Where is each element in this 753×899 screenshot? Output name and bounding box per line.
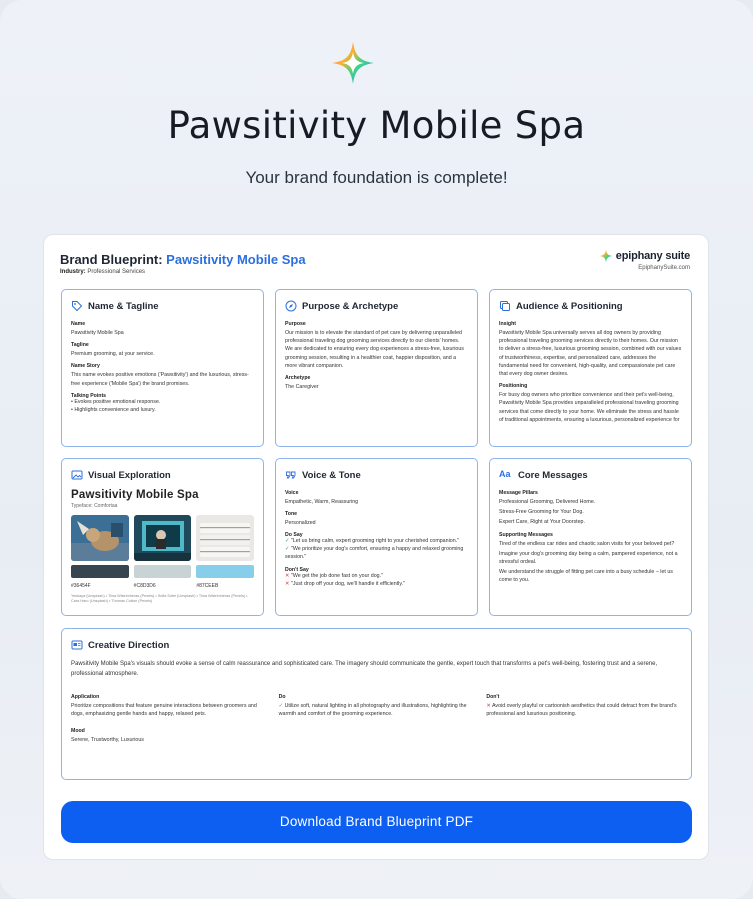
talking-point: • Highlights convenience and luxury. (71, 406, 156, 413)
voice-value: Empathetic, Warm, Reassuring (285, 499, 359, 505)
download-pdf-button[interactable]: Download Brand Blueprint PDF (61, 801, 692, 843)
mood-label: Mood (71, 727, 85, 734)
archetype-value: The Caregiver (285, 384, 319, 391)
name-story-label: Name Story (71, 363, 100, 370)
color-swatch (71, 565, 129, 578)
industry-value: Professional Services (87, 269, 146, 275)
towels-photo (196, 515, 254, 561)
industry-label: Industry: (60, 269, 86, 275)
application-label: Application (71, 694, 100, 701)
supporting-item: We understand the struggle of fitting pet care into a busy schedule – let us come to you. (499, 569, 673, 584)
core-messages-card (489, 458, 692, 616)
color-hex-labels (71, 583, 254, 589)
creative-intro: Pawsitivity Mobile Spa's visuals should evoke a sense of calm reassurance and sophisticated care. The imagery should communicate the gentle, expert touch that transforms a pet's well-being, fostering trust and a serene, professional atmosphere. (71, 661, 658, 677)
audience-positioning-card (489, 289, 692, 447)
dont-say-item (285, 581, 468, 589)
logo-name: epiphany suite (615, 250, 690, 262)
tag-icon (71, 300, 83, 312)
check-icon: ✓ (285, 538, 290, 545)
dont-item (486, 702, 682, 718)
card-title: Voice & Tone (302, 469, 361, 481)
blueprint-title-prefix: Brand Blueprint: (60, 252, 167, 267)
name-tagline-card (61, 289, 264, 447)
talking-points-label: Talking Points (71, 392, 107, 399)
card-title: Name & Tagline (88, 300, 159, 312)
dont-say-text: "We get the job done fast on your dog." (290, 573, 383, 580)
mood-value: Serene, Trustworthy, Luxurious (71, 736, 144, 743)
do-say-text: "Let us bring calm, expert grooming right to your cherished companion." (290, 538, 459, 545)
tagline-label: Tagline (71, 342, 89, 349)
pillars-label: Message Pillars (499, 490, 538, 496)
supporting-item: Imagine your dog's grooming day being a calm, pampered experience, not a stressful ordeal. (499, 550, 678, 566)
compass-icon (285, 300, 297, 312)
positioning-value: For busy dog owners who prioritize convenience and their pet's well-being, Pawsitivity Mobile Spa provides unparalleled professional traveling grooming services that come directly to your home. We eliminate the stress and hassle of traditional appointments, ensuring a luxurious, personalized experience for (499, 392, 680, 423)
color-hex: #C8D3D6 (133, 583, 156, 589)
color-hex: #36454F (71, 583, 91, 589)
epiphany-sparkle-icon (599, 249, 613, 263)
cross-icon: ✕ (486, 703, 491, 710)
pillar-item: Expert Care, Right at Your Doorstep. (499, 519, 585, 526)
color-swatch (196, 565, 254, 578)
positioning-label: Positioning (499, 383, 528, 390)
epiphany-suite-logo (599, 249, 690, 271)
cross-icon: ✕ (285, 573, 290, 580)
do-item (279, 702, 475, 718)
application-value: Prioritize compositions that feature genuine interactions between groomers and dogs, emphasizing gentle hands and happy, relaxed pets. (71, 703, 257, 718)
cross-icon: ✕ (285, 581, 290, 588)
visual-brand-name: Pawsitivity Mobile Spa (71, 489, 199, 501)
do-label: Do (278, 694, 286, 701)
color-swatches (71, 565, 254, 578)
blueprint-title-name: Pawsitivity Mobile Spa (166, 252, 306, 267)
creative-direction-icon (71, 639, 83, 651)
tone-label: Tone (285, 511, 298, 518)
supporting-label: Supporting Messages (499, 531, 553, 538)
hero-title: Pawsitivity Mobile Spa (167, 104, 586, 147)
audience-icon (499, 300, 511, 312)
do-column (279, 689, 475, 744)
name-value: Pawsitivity Mobile Spa (71, 330, 124, 336)
photo-credits: Yeskaya (Unsplash) • Tiina Wistrimheras (Pexels) • Sofia Sofei (Unsplash) • Tiina Wistrimheras (Pexels) • Cara Haro (Unsplash) • Thomas Cotton (Pexels) (71, 594, 248, 604)
name-label: Name (71, 321, 86, 327)
card-title: Creative Direction (88, 639, 170, 651)
card-title: Audience & Positioning (516, 300, 623, 312)
pillar-item: Professional Grooming, Delivered Home. (499, 499, 596, 505)
do-say-item (285, 538, 468, 546)
typeface-label: Typeface: Comfortaa (71, 503, 118, 509)
blueprint-title (60, 252, 306, 267)
do-say-label: Do Say (285, 532, 303, 539)
insight-label: Insight (499, 321, 517, 327)
archetype-label: Archetype (285, 375, 311, 382)
purpose-archetype-card (275, 289, 478, 447)
typography-icon: Aa (499, 469, 511, 479)
dont-label: Don't (486, 694, 500, 701)
tagline-value: Premium grooming, at your service. (71, 351, 155, 358)
check-icon: ✓ (285, 546, 290, 553)
voice-label: Voice (285, 490, 299, 496)
card-title: Core Messages (518, 469, 588, 481)
name-story-value: This name evokes positive emotions ('Pawsitivity') and the luxurious, stress-free experience ('Mobile Spa') the brand promises. (71, 372, 249, 387)
industry-line (60, 269, 145, 275)
do-say-item (285, 546, 468, 562)
voice-tone-card (275, 458, 478, 616)
dont-say-item (285, 573, 468, 581)
grooming-salon-photo (134, 515, 192, 561)
quote-icon (285, 469, 297, 481)
dont-text: Avoid overly playful or cartoonish aesthetics that could detract from the brand's professional and luxurious positioning. (486, 703, 677, 718)
color-hex: #87CEEB (196, 583, 219, 589)
creative-direction-card (61, 628, 692, 780)
logo-url: EpiphanySuite.com (638, 265, 690, 271)
visual-exploration-card (61, 458, 264, 616)
card-title: Visual Exploration (88, 469, 171, 481)
supporting-item: Tired of the endless car rides and chaotic salon visits for your beloved pet? (499, 540, 675, 547)
check-icon: ✓ (278, 703, 284, 710)
brand-blueprint-panel (43, 234, 709, 860)
hero-subtitle: Your brand foundation is complete! (245, 168, 508, 187)
dont-say-label: Don't Say (285, 567, 309, 574)
purpose-label: Purpose (285, 321, 306, 327)
do-say-text: "We prioritize your dog's comfort, ensuring a happy and relaxed grooming session." (285, 546, 464, 561)
sparkle-logo-icon (330, 40, 376, 86)
tone-value: Personalized (285, 520, 316, 527)
dont-column (486, 689, 682, 744)
application-column (71, 689, 267, 744)
pillar-item: Stress-Free Grooming for Your Dog. (499, 509, 584, 516)
image-icon (71, 469, 83, 481)
groomer-dog-photo (71, 515, 129, 561)
purpose-value: Our mission is to elevate the standard of pet care by delivering unparalleled professional traveling dog grooming services directly to our clients' homes. We are dedicated to ensuring every dog experiences a stress-free, luxurious grooming session, resulting in a healthier coat, happier disposition, and a more vibrant companion. (285, 330, 464, 369)
dont-say-text: "Just drop off your dog, we'll handle it efficiently." (290, 581, 405, 588)
card-title: Purpose & Archetype (302, 300, 399, 312)
talking-point: • Evokes positive emotional response. (71, 398, 161, 405)
color-swatch (134, 565, 192, 578)
do-text: Utilize soft, natural lighting in all photography and illustrations, highlighting the warmth and comfort of the grooming experience. (278, 703, 467, 718)
insight-value: Pawsitivity Mobile Spa universally serves all dog owners by providing professional traveling grooming services directly to their homes. Our mission to deliver a stress-free, luxurious grooming session, combined with our values of trustworthiness, expertise, and personalized care, addresses the fundamental need for convenient, high-quality, and compassionate pet care that every dog owner desires. (499, 330, 682, 378)
